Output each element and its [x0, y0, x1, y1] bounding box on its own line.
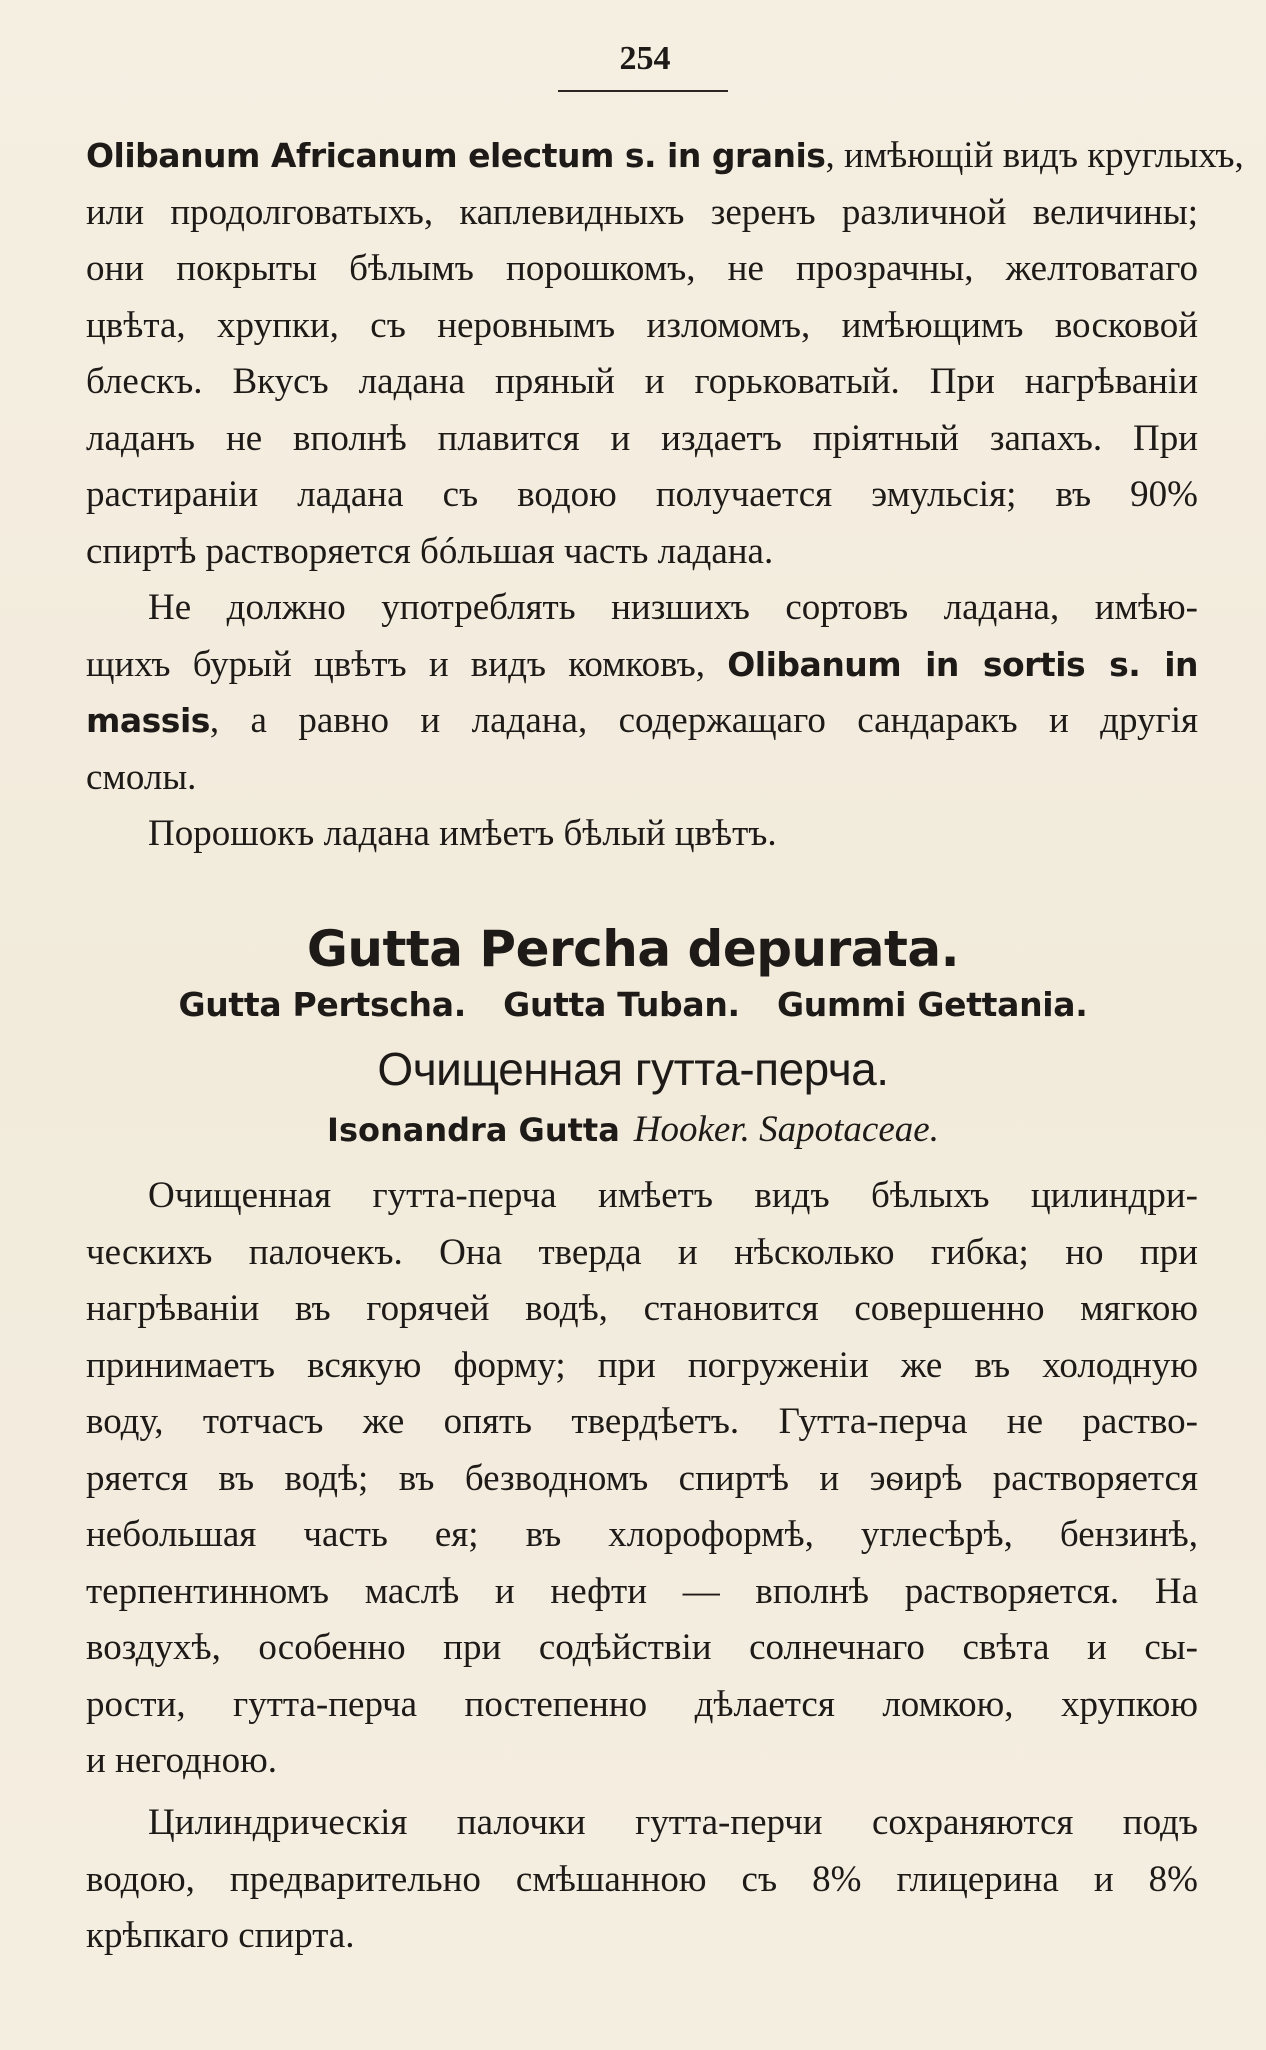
botanical-author: Hooker. Sapotaceae.: [633, 1109, 939, 1150]
latin-term: Olibanum Africanum electum s. in granis: [86, 136, 826, 175]
synonym: Gutta Pertscha.: [178, 985, 466, 1024]
storage-note: [86, 1795, 1198, 1965]
text-line: цвѣта, хрупки, съ неровнымъ изломомъ, имѣющимъ восковой: [86, 304, 1198, 346]
text-line: блескъ. Вкусъ ладана пряный и горьковатый. При нагрѣваніи: [86, 361, 1198, 402]
text-line: они покрыты бѣлымъ порошкомъ, не прозрачны, желтоватаго: [86, 248, 1198, 289]
text-line: воздухѣ, особенно при содѣйствіи солнечнаго свѣта и сы-: [86, 1627, 1198, 1668]
latin-term: Olibanum in sortis s. in: [727, 644, 1198, 684]
latin-term: massis: [86, 701, 210, 740]
article-title: Gutta Percha depurata.: [306, 920, 960, 978]
text-line: ладанъ не вполнѣ плавится и издаетъ пріятный запахъ. При: [86, 417, 1198, 459]
olibanum-description: [86, 128, 1244, 863]
text-line: [86, 637, 1198, 694]
text-line: водою, предварительно смѣшанною съ 8% глицерина и 8%: [86, 1858, 1198, 1900]
text-line: нагрѣваніи въ горячей водѣ, становится совершенно мягкою: [86, 1288, 1198, 1329]
text-line: спиртѣ растворяется бóльшая часть ладана.: [86, 530, 774, 572]
text-line: растираніи ладана съ водою получается эмульсія; въ 90%: [86, 474, 1198, 515]
russian-title: Очищенная гутта-перча.: [377, 1043, 889, 1095]
text-line: Не должно употреблять низшихъ сортовъ ладана, имѣю-: [148, 587, 1198, 628]
text-line: Очищенная гутта-перча имѣетъ видъ бѣлыхъ цилиндри-: [148, 1175, 1198, 1216]
text-line: ряется въ водѣ; въ безводномъ спиртѣ и эѳирѣ растворяется: [86, 1457, 1198, 1499]
text-line: [86, 693, 1198, 750]
text-line: терпентинномъ маслѣ и нефти — вполнѣ растворяется. На: [86, 1570, 1198, 1612]
text-line: и негодною.: [86, 1740, 277, 1781]
gutta-percha-description: [86, 1168, 1198, 1790]
latin-synonyms: [0, 985, 1266, 1024]
text-line: Olibanum Africanum electum s. in granis, имѣющій видъ круглыхъ,: [86, 135, 1244, 176]
botanical-source: [0, 1108, 1266, 1151]
text-line: крѣпкаго спирта.: [86, 1915, 355, 1956]
synonym: Gummi Gettania.: [776, 985, 1088, 1024]
text-line: принимаетъ всякую форму; при погруженіи же въ холодную: [86, 1344, 1198, 1386]
botanical-genus: Isonandra Gutta: [327, 1111, 620, 1149]
text-line: или продолговатыхъ, каплевидныхъ зеренъ различной величины;: [86, 191, 1198, 233]
text-line: Порошокъ ладана имѣетъ бѣлый цвѣтъ.: [148, 813, 777, 854]
text-line: ческихъ палочекъ. Она тверда и нѣсколько гибка; но при: [86, 1231, 1198, 1273]
text-line: Цилиндрическія палочки гутта-перчи сохраняются подъ: [148, 1802, 1198, 1843]
text-line: смолы.: [86, 756, 197, 798]
page-number: 254: [619, 40, 671, 77]
text-line: рости, гутта-перча постепенно дѣлается ломкою, хрупкою: [86, 1683, 1198, 1725]
text-line: небольшая часть ея; въ хлороформѣ, углесѣрѣ, бензинѣ,: [86, 1514, 1198, 1555]
text-fragment: имѣющій видъ круглыхъ,: [843, 135, 1244, 176]
text-fragment: , а равно и ладана, содержащаго сандаракъ и другія: [209, 700, 1198, 741]
text-fragment: щихъ бурый цвѣтъ и видъ комковъ,: [86, 643, 706, 685]
synonym: Gutta Tuban.: [503, 985, 740, 1024]
text-line: воду, тотчасъ же опять твердѣетъ. Гутта-перча не раство-: [86, 1401, 1198, 1442]
header-rule: [558, 90, 728, 92]
